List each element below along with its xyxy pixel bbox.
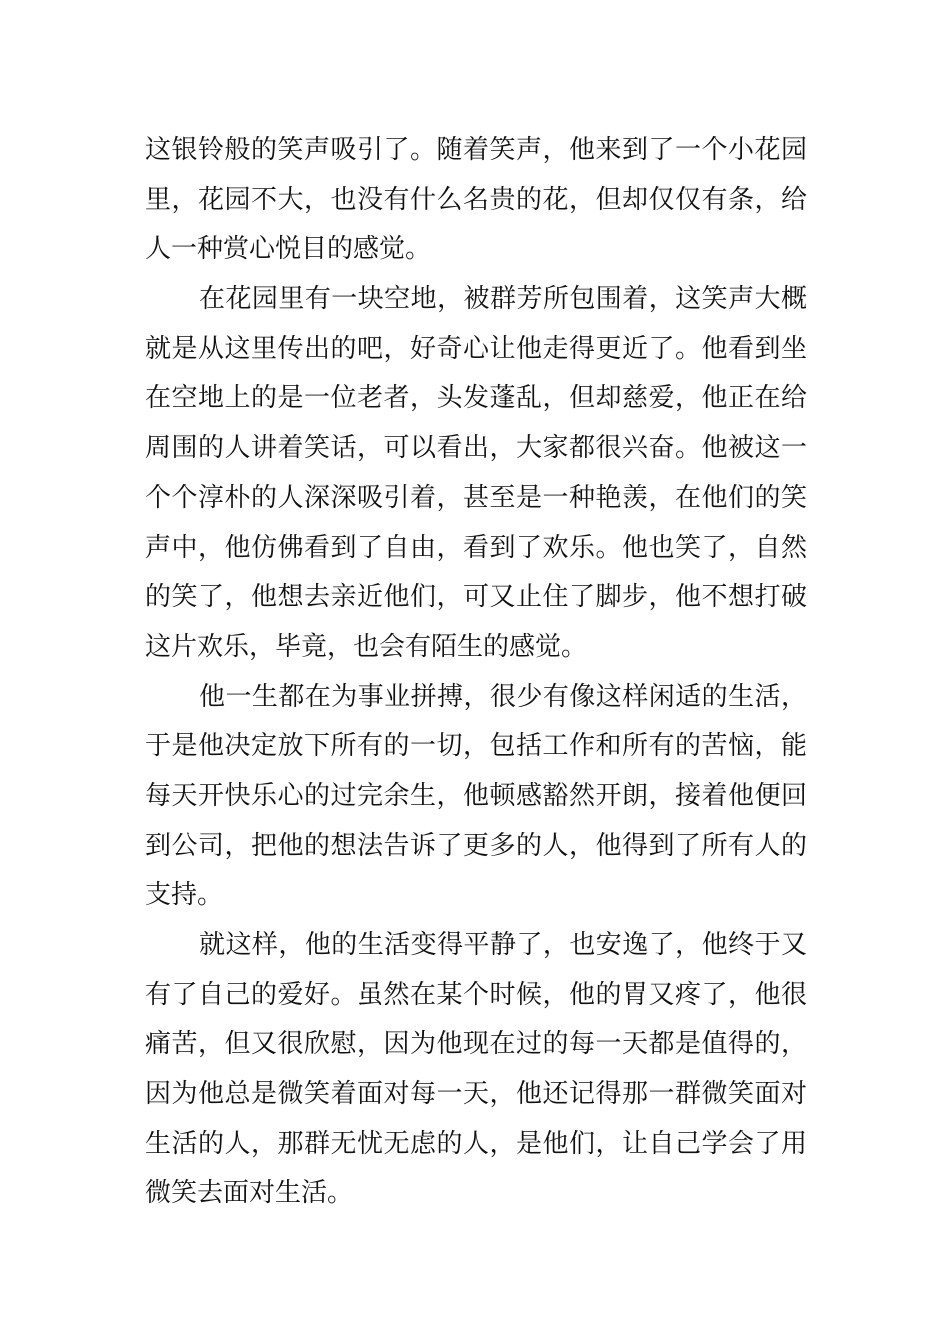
text-line: 就是从这里传出的吧，好奇心让他走得更近了。他看到坐 (145, 333, 807, 364)
text-line: 的笑了，他想去亲近他们，可又止住了脚步，他不想打破 (145, 582, 807, 613)
paragraph-1 (145, 126, 807, 275)
text-line: 生活的人，那群无忧无虑的人，是他们，让自己学会了用 (145, 1128, 807, 1159)
text-line: 这银铃般的笑声吸引了。随着笑声，他来到了一个小花园 (145, 135, 807, 165)
text-line: 痛苦，但又很欣慰，因为他现在过的每一天都是值得的， (145, 1029, 807, 1060)
text-line: 到公司，把他的想法告诉了更多的人，他得到了所有人的 (145, 830, 807, 861)
text-line: 周围的人讲着笑话，可以看出，大家都很兴奋。他被这一 (145, 433, 807, 464)
text-line: 在花园里有一块空地，被群芳所包围着，这笑声大概 (199, 284, 807, 315)
text-line: 因为他总是微笑着面对每一天，他还记得那一群微笑面对 (145, 1079, 807, 1110)
text-line: 人一种赏心悦目的感觉。 (145, 234, 432, 265)
text-line: 他一生都在为事业拼搏，很少有像这样闲适的生活， (199, 681, 807, 712)
text-line: 于是他决定放下所有的一切，包括工作和所有的苦恼，能 (145, 731, 807, 762)
text-line: 声中，他仿佛看到了自由，看到了欢乐。他也笑了，自然 (145, 532, 807, 563)
text-line: 有了自己的爱好。虽然在某个时候，他的胃又疼了，他很 (145, 979, 807, 1010)
text-line: 在空地上的是一位老者，头发蓬乱，但却慈爱，他正在给 (145, 383, 807, 414)
document-body (145, 126, 807, 1219)
text-line: 支持。 (145, 880, 224, 911)
paragraph-2 (145, 275, 807, 673)
paragraph-3 (145, 673, 807, 921)
text-line: 微笑去面对生活。 (145, 1178, 354, 1209)
text-line: 个个淳朴的人深深吸引着，甚至是一种艳羡，在他们的笑 (145, 482, 807, 513)
text-line: 就这样，他的生活变得平静了，也安逸了，他终于又 (199, 930, 807, 960)
paragraph-4 (145, 921, 807, 1219)
text-line: 这片欢乐，毕竟，也会有陌生的感觉。 (145, 631, 588, 662)
text-line: 每天开快乐心的过完余生，他顿感豁然开朗，接着他便回 (145, 780, 807, 811)
text-line: 里，花园不大，也没有什么名贵的花，但却仅仅有条，给 (145, 184, 807, 215)
